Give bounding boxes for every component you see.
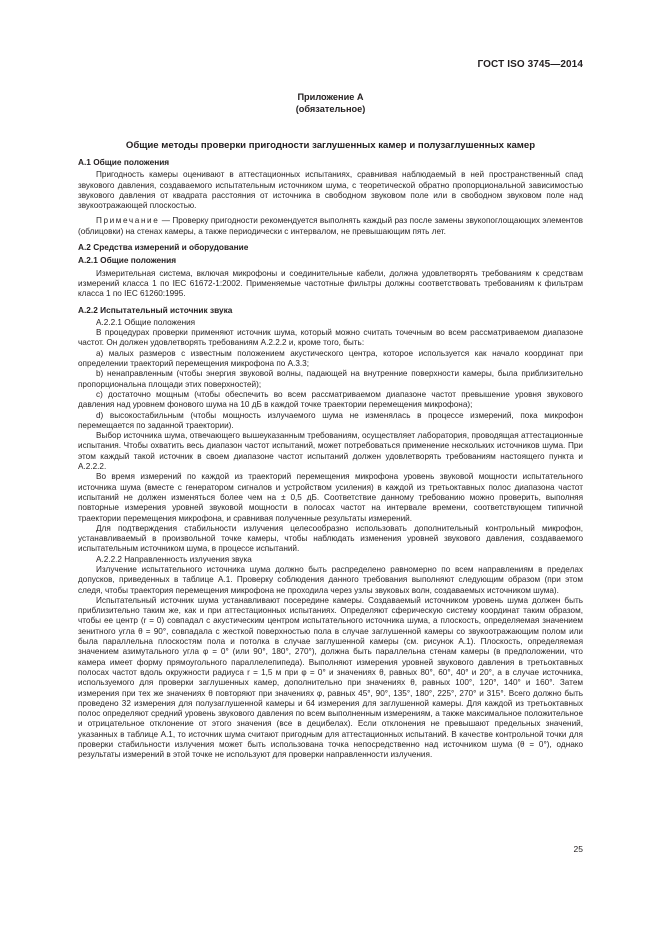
heading-a2: А.2 Средства измерений и оборудование — [78, 242, 249, 253]
note-text: — Проверку пригодности рекомендуется выполнять каждый раз после замены звукопоглощающих элементов (облицовки) на стенах камеры, а также периодически с интервалом, не превышающим пять лет. — [78, 216, 583, 236]
document-title: Общие методы проверки пригодности заглушенных камер и полузаглушенных камер — [125, 140, 536, 151]
page-header: ГОСТ ISO 3745—2014 — [477, 59, 583, 70]
para-a222-1: Излучение испытательного источника шума должно быть распределено равномерно по всем направлениям в пределах допусков, приведенных в таблице А.1. Проверку соблюдения данного требования выполняют следующим образом (при этом следя, чтобы траектория перемещения микрофона не проходила через узлы звуковых волн, создаваемых источником шума). — [78, 564, 583, 595]
item-b: b) ненаправленным (чтобы энергия звуковой волны, падающей на внутренние поверхности камеры, была приблизительно пропорциональна площади этих поверхностей); — [78, 369, 583, 389]
heading-a22: А.2.2 Испытательный источник звука — [78, 304, 233, 315]
para-a221-4: Для подтверждения стабильности излучения целесообразно использовать дополнительный контрольный микрофон, устанавливаемый в произвольной точке камеры, чтобы наблюдать изменения уровней звукового давления, создаваемого испытательным источником шума, в процессе испытаний. — [78, 523, 583, 554]
appendix-label: Приложение А — [297, 92, 364, 102]
body-text — [78, 157, 583, 761]
item-d: d) высокостабильным (чтобы мощность излучаемого шума не изменялась в процессе измерений, пока микрофон перемещается по заданной траектории). — [78, 410, 583, 430]
item-a: a) малых размеров с известным положением акустического центра, которое используется как начало координат при определении траекторий перемещения микрофона по А.3.3; — [78, 348, 583, 369]
para-a221-2: Выбор источника шума, отвечающего вышеуказанным требованиям, осуществляет лаборатория, проводящая аттестационные испытания. Чтобы охватить весь диапазон частот испытаний, может потребоваться применение нескольких источников шума. При этом каждый такой источник в своем диапазоне частот испытаний должен удовлетворять требованиям настоящего пункта и А.2.2.2. — [78, 431, 583, 472]
para-a221-1: В процедурах проверки применяют источник шума, который можно считать точечным во всем рассматриваемом диапазоне частот. Он должен удовлетворять требованиям А.2.2.2 и, кроме того, быть: — [78, 328, 583, 348]
note — [78, 216, 583, 237]
item-c: c) достаточно мощным (чтобы обеспечить во всем рассматриваемом диапазоне частот превышение уровня звукового давления над уровнем фонового шума на 10 дБ в каждой точке траектории перемещения микрофона); — [78, 389, 583, 410]
heading-a221: А.2.2.1 Общие положения — [96, 317, 196, 327]
para-a222-2: Испытательный источник шума устанавливают посередине камеры. Создаваемый источником уровень шума должен быть приблизительно таким же, как и при аттестационных испытаниях. Определяют сферическую систему координат таким образом, чтобы ее центр (r = 0) совпадал с акустическим центром испытательного источника шума, а плоскость, определяемая значением зенитного угла θ = 90°, совпадала с жесткой поверхностью пола в случае заглушенной камеры со звукоотражающим полом или была параллельна плоскостям пола и потолка в случае заглушенной камеры (см. рисунок А.1). Плоскость, определяемая значением азимутального угла φ = 0° (или 90°, 180°, 270°), должна быть параллельна стенам камеры (в предположении, что камера имеет форму прямоугольного параллелепипеда). Выполняют измерения уровней звукового давления в третьоктавных полосах частот вдоль окружности радиуса r = 1,5 м при φ = 0° и значениях θ, равных 80°, 60°, 40° и 20°, а в случае источника, используемого для проверки заглушенных камер, дополнительно при значениях θ, равных 100°, 120°, 140° и 160°. Затем измерения при тех же значениях θ повторяют при значениях φ, равных 45°, 90°, 135°, 180°, 225°, 270° и 315°. Всего должно быть проведено 32 измерения для полузаглушенной камеры и 64 измерения для заглушенной камеры. Для каждой из третьоктавных полос определяют средний уровень звукового давления по всем выполненным измерениям, а также максимальное положительное и отрицательное отклонение от этого значения (все в децибелах). Если отклонения не превышают предельных значений, указанных в таблице А.1, то источник шума считают пригодным для аттестационных испытаний. В качестве контрольной точки для проверки стабильности излучения может быть использована точка непосредственно над источником шума (θ = 0°), однако результаты измерений в этой точке не используют для проверки направленности излучения. — [78, 595, 583, 760]
heading-a21: А.2.1 Общие положения — [78, 255, 177, 266]
appendix-kind: (обязательное) — [295, 104, 366, 114]
heading-a222: А.2.2.2 Направленность излучения звука — [96, 554, 252, 564]
para-a21: Измерительная система, включая микрофоны и соединительные кабели, должна удовлетворять требованиям к средствам измерений класса 1 по IEC 61672-1:2002. Применяемые частотные фильтры должны соответствовать требованиям к фильтрам класса 1 по IEC 61260:1995. — [78, 268, 583, 299]
note-label: Примечание — [96, 216, 160, 226]
heading-a1: А.1 Общие положения — [78, 157, 170, 167]
para-a1: Пригодность камеры оценивают в аттестационных испытаниях, сравнивая наблюдаемый в ней пространственный спад звукового давления, создаваемого испытательным источником шума, с теоретической обратно пропорциональной зависимостью звукового давления от квадрата расстояния от источника в свободном звуковом поле или в свободном звуковом поле над звукоотражающей плоскостью. — [78, 170, 583, 211]
page-number: 25 — [573, 844, 583, 854]
para-a221-3: Во время измерений по каждой из траекторий перемещения микрофона уровень звуковой мощности испытательного источника шума (вместе с генератором сигналов и устройством усиления) в каждой из третьоктавных полос диапазона частот испытаний не должен изменяться более чем на ± 0,5 дБ. Соответствие данному требованию можно проверить, выполняя повторные измерения уровней звуковой мощности в полосах частот на интервале времени, соответствующем типичной траектории перемещения микрофона, и сравнивая полученные результаты измерений. — [78, 472, 583, 523]
